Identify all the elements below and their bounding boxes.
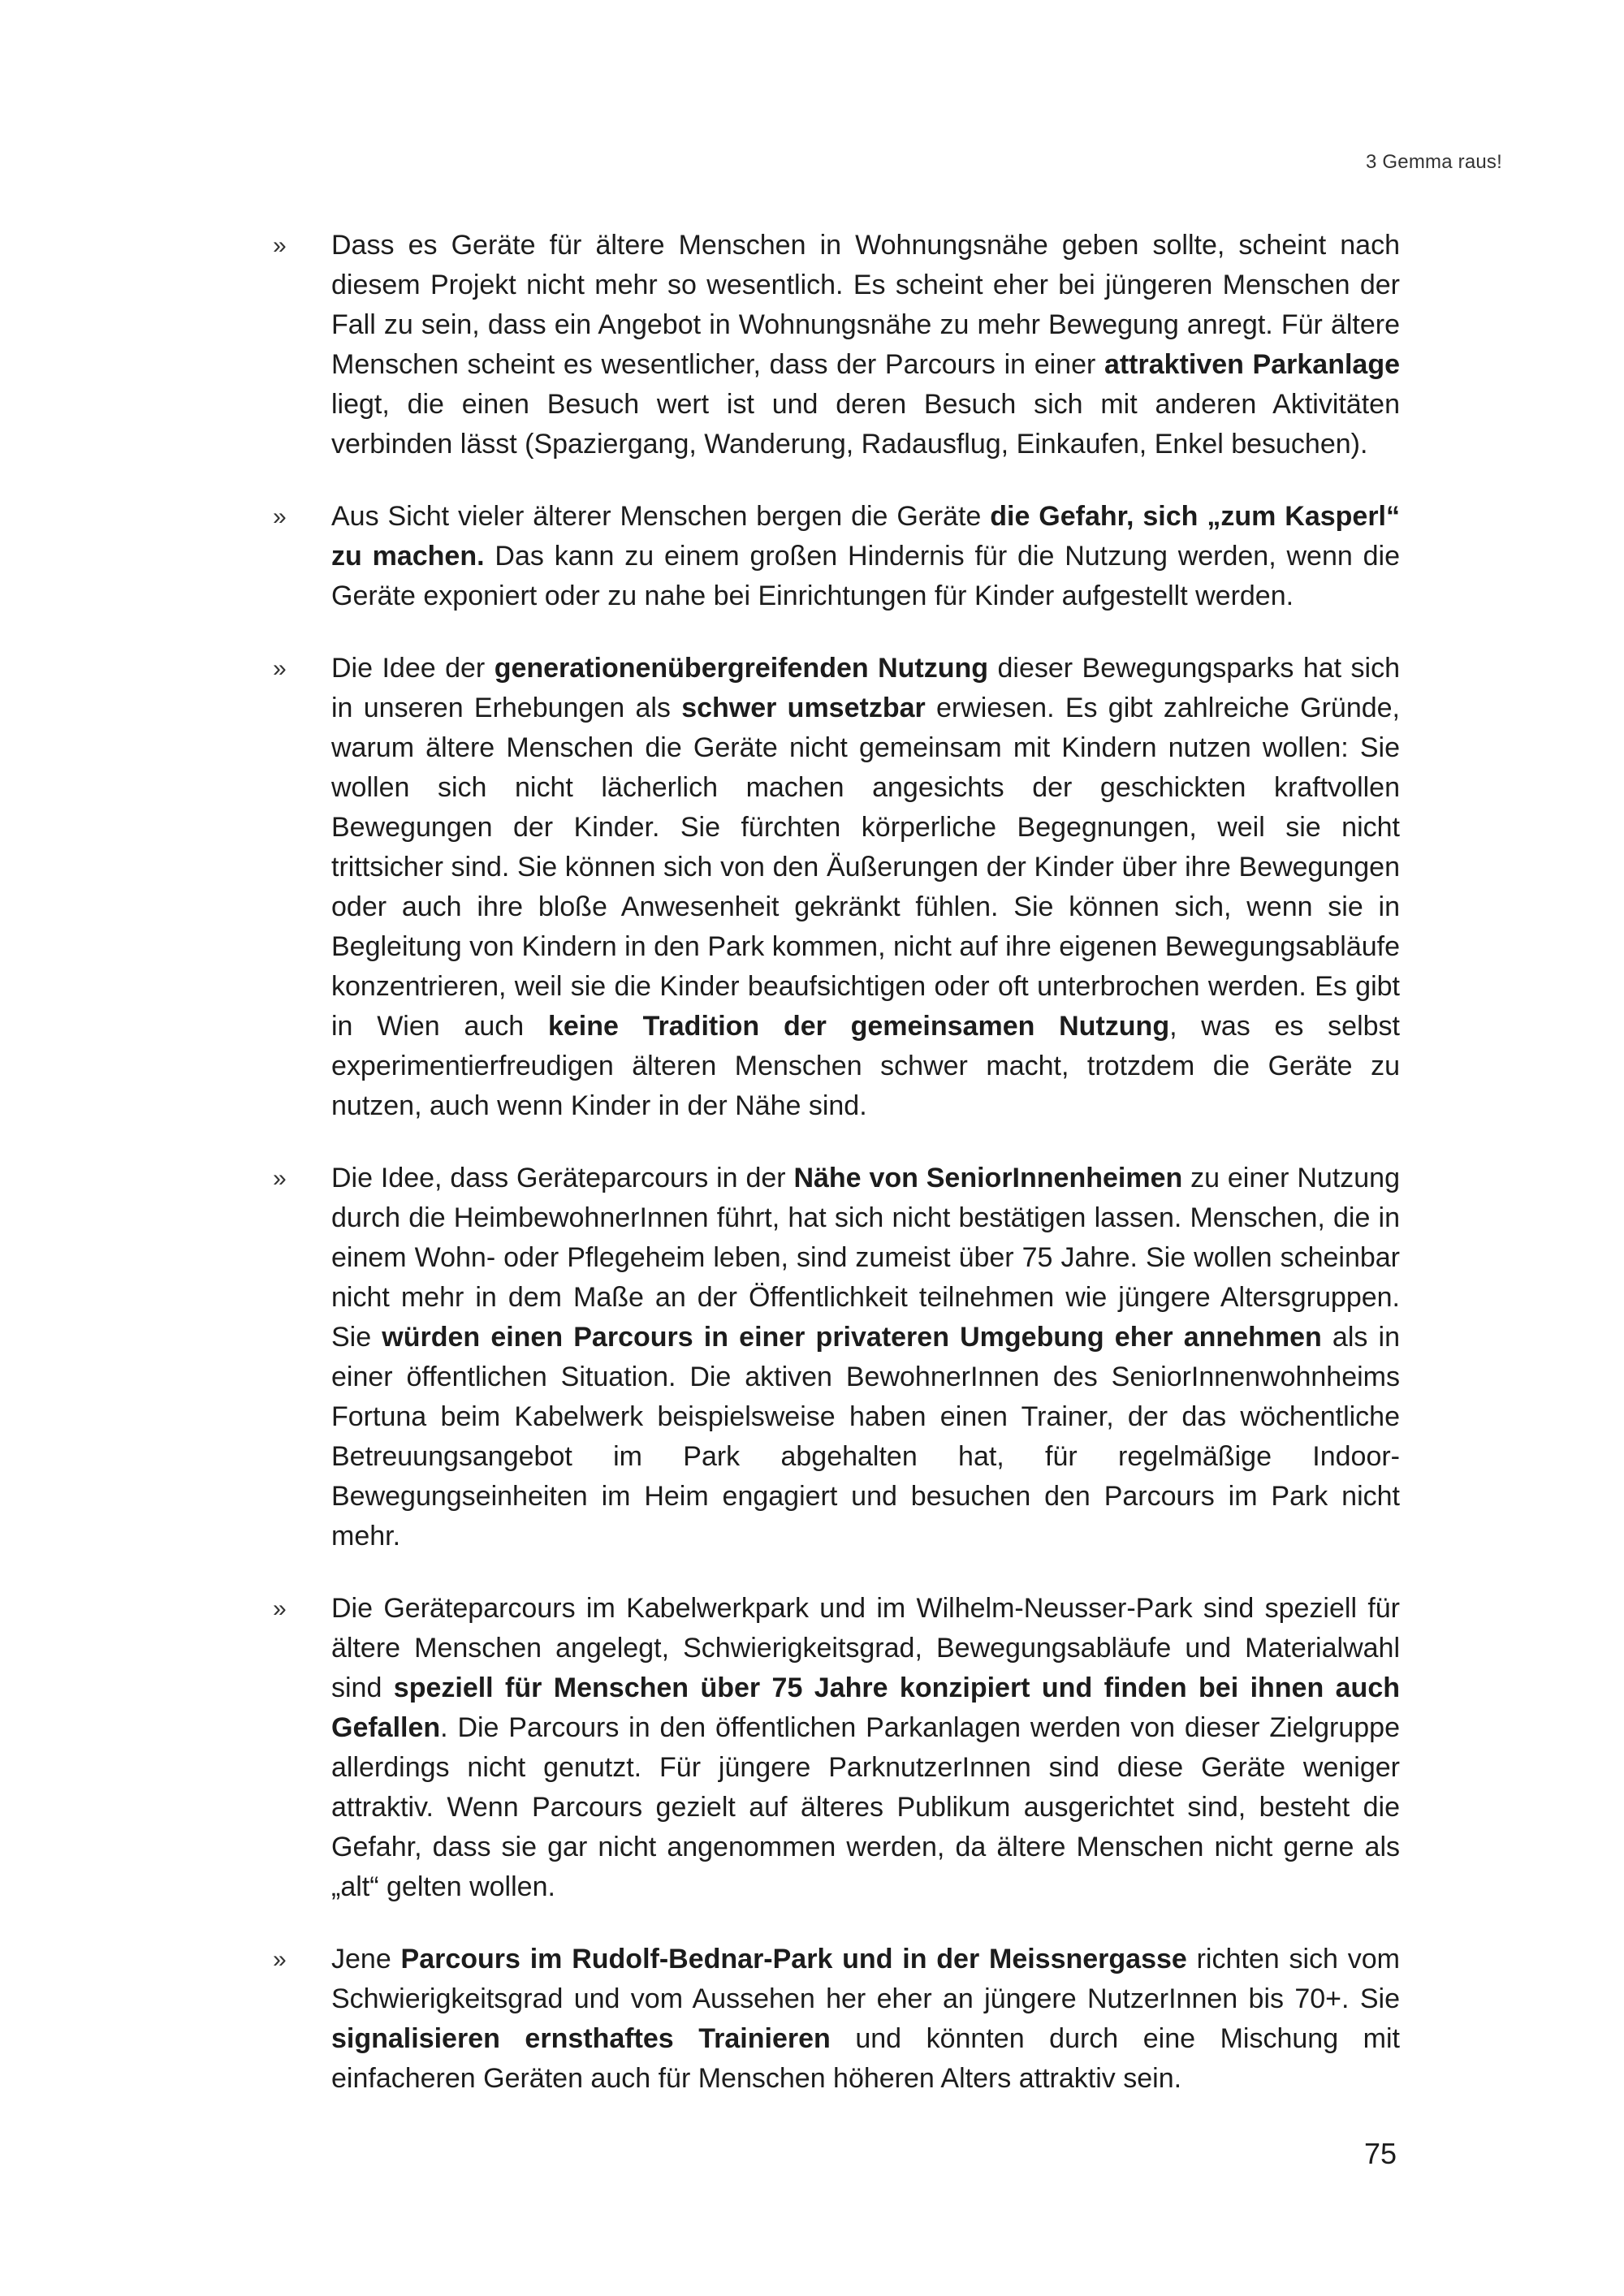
list-item-text: Die Idee der generationenübergreifenden Nutzung dieser Bewegungsparks hat sich in unseren Erhebungen als schwer umsetzbar erwiesen. Es gibt zahlreiche Gründe, warum ältere Menschen die Geräte nicht gemeinsam mit Kindern nutzen wollen: Sie wollen sich nicht lächerlich machen angesichts der geschickten kraftvollen Bewegungen der Kinder. Sie fürchten körperliche Begegnungen, weil sie nicht trittsicher sind. Sie können sich von den Äußerungen der Kinder über ihre Bewegungen oder auch ihre bloße Anwesenheit gekränkt fühlen. Sie können sich, wenn sie in Begleitung von Kindern in den Park kommen, nicht auf ihre eigenen Bewegungsabläufe konzentrieren, weil sie die Kinder beaufsichtigen oder oft unterbrochen werden. Es gibt in Wien auch keine Tradition der gemeinsamen Nutzung, was es selbst experimentierfreudigen älteren Menschen schwer macht, trotzdem die Geräte zu nutzen, auch wenn Kinder in der Nähe sind. xyxy=(331,653,1401,1121)
list-item-text: Aus Sicht vieler älterer Menschen bergen die Geräte die Gefahr, sich „zum Kasperl“ zu machen. Das kann zu einem großen Hindernis für die Nutzung werden, wenn die Geräte exponiert oder zu nahe bei Einrichtungen für Kinder aufgestellt werden. xyxy=(331,501,1400,611)
bullet-marker: » xyxy=(273,232,287,259)
list-item-text: Die Idee, dass Geräteparcours in der Nähe von SeniorInnenheimen zu einer Nutzung durch die HeimbewohnerInnen führt, hat sich nicht bestätigen lassen. Menschen, die in einem Wohn- oder Pflegeheim leben, sind zumeist über 75 Jahre. Sie wollen scheinbar nicht mehr in dem Maße an der Öffentlichkeit teilnehmen wie jüngere Altersgruppen. Sie würden einen Parcours in einer privateren Umgebung eher annehmen als in einer öffentlichen Situation. Die aktiven BewohnerInnen des SeniorInnenwohnheims Fortuna beim Kabelwerk beispielsweise haben einen Trainer, der das wöchentliche Betreuungsangebot im Park abgehalten hat, für regelmäßige Indoor-Bewegungseinheiten im Heim engagiert und besuchen den Parcours im Park nicht mehr. xyxy=(331,1163,1400,1552)
bullet-marker: » xyxy=(273,503,287,530)
running-header: 3 Gemma raus! xyxy=(1366,151,1502,173)
list-item xyxy=(266,497,1400,616)
list-item xyxy=(266,1940,1400,2099)
bullet-marker: » xyxy=(273,1165,287,1192)
list-item xyxy=(266,649,1400,1126)
list-item xyxy=(266,226,1400,464)
list-item-text: Jene Parcours im Rudolf-Bednar-Park und in der Meissnergasse richten sich vom Schwierigkeitsgrad und vom Aussehen her eher an jüngere NutzerInnen bis 70+. Sie signalisieren ernsthaftes Trainieren und könnten durch eine Mischung mit einfacheren Geräten auch für Menschen höheren Alters attraktiv sein. xyxy=(331,1944,1400,2094)
bullet-marker: » xyxy=(273,1595,287,1622)
list-item-text: Die Geräteparcours im Kabelwerkpark und im Wilhelm-Neusser-Park sind speziell für ältere Menschen angelegt, Schwierigkeitsgrad, Bewegungsabläufe und Materialwahl sind speziell für Menschen über 75 Jahre konzipiert und finden bei ihnen auch Gefallen. Die Parcours in den öffentlichen Parkanlagen werden von dieser Zielgruppe allerdings nicht genutzt. Für jüngere ParknutzerInnen sind diese Geräte weniger attraktiv. Wenn Parcours gezielt auf älteres Publikum ausgerichtet sind, besteht die Gefahr, dass sie gar nicht angenommen werden, da ältere Menschen nicht gerne als „alt“ gelten wollen. xyxy=(331,1593,1400,1902)
list-item xyxy=(266,1159,1400,1556)
list-item xyxy=(266,1589,1400,1907)
list-item-text: Dass es Geräte für ältere Menschen in Wohnungsnähe geben sollte, scheint nach diesem Projekt nicht mehr so wesentlich. Es scheint eher bei jüngeren Menschen der Fall zu sein, dass ein Angebot in Wohnungsnähe zu mehr Bewegung anregt. Für ältere Menschen scheint es wesentlicher, dass der Parcours in einer attraktiven Parkanlage liegt, die einen Besuch wert ist und deren Besuch sich mit anderen Aktivitäten verbinden lässt (Spaziergang, Wanderung, Radausflug, Einkaufen, Enkel besuchen). xyxy=(331,230,1400,460)
bullet-marker: » xyxy=(273,655,287,682)
page-number: 75 xyxy=(1364,2137,1397,2170)
bullet-list xyxy=(266,226,1400,2131)
bullet-marker: » xyxy=(273,1946,287,1973)
